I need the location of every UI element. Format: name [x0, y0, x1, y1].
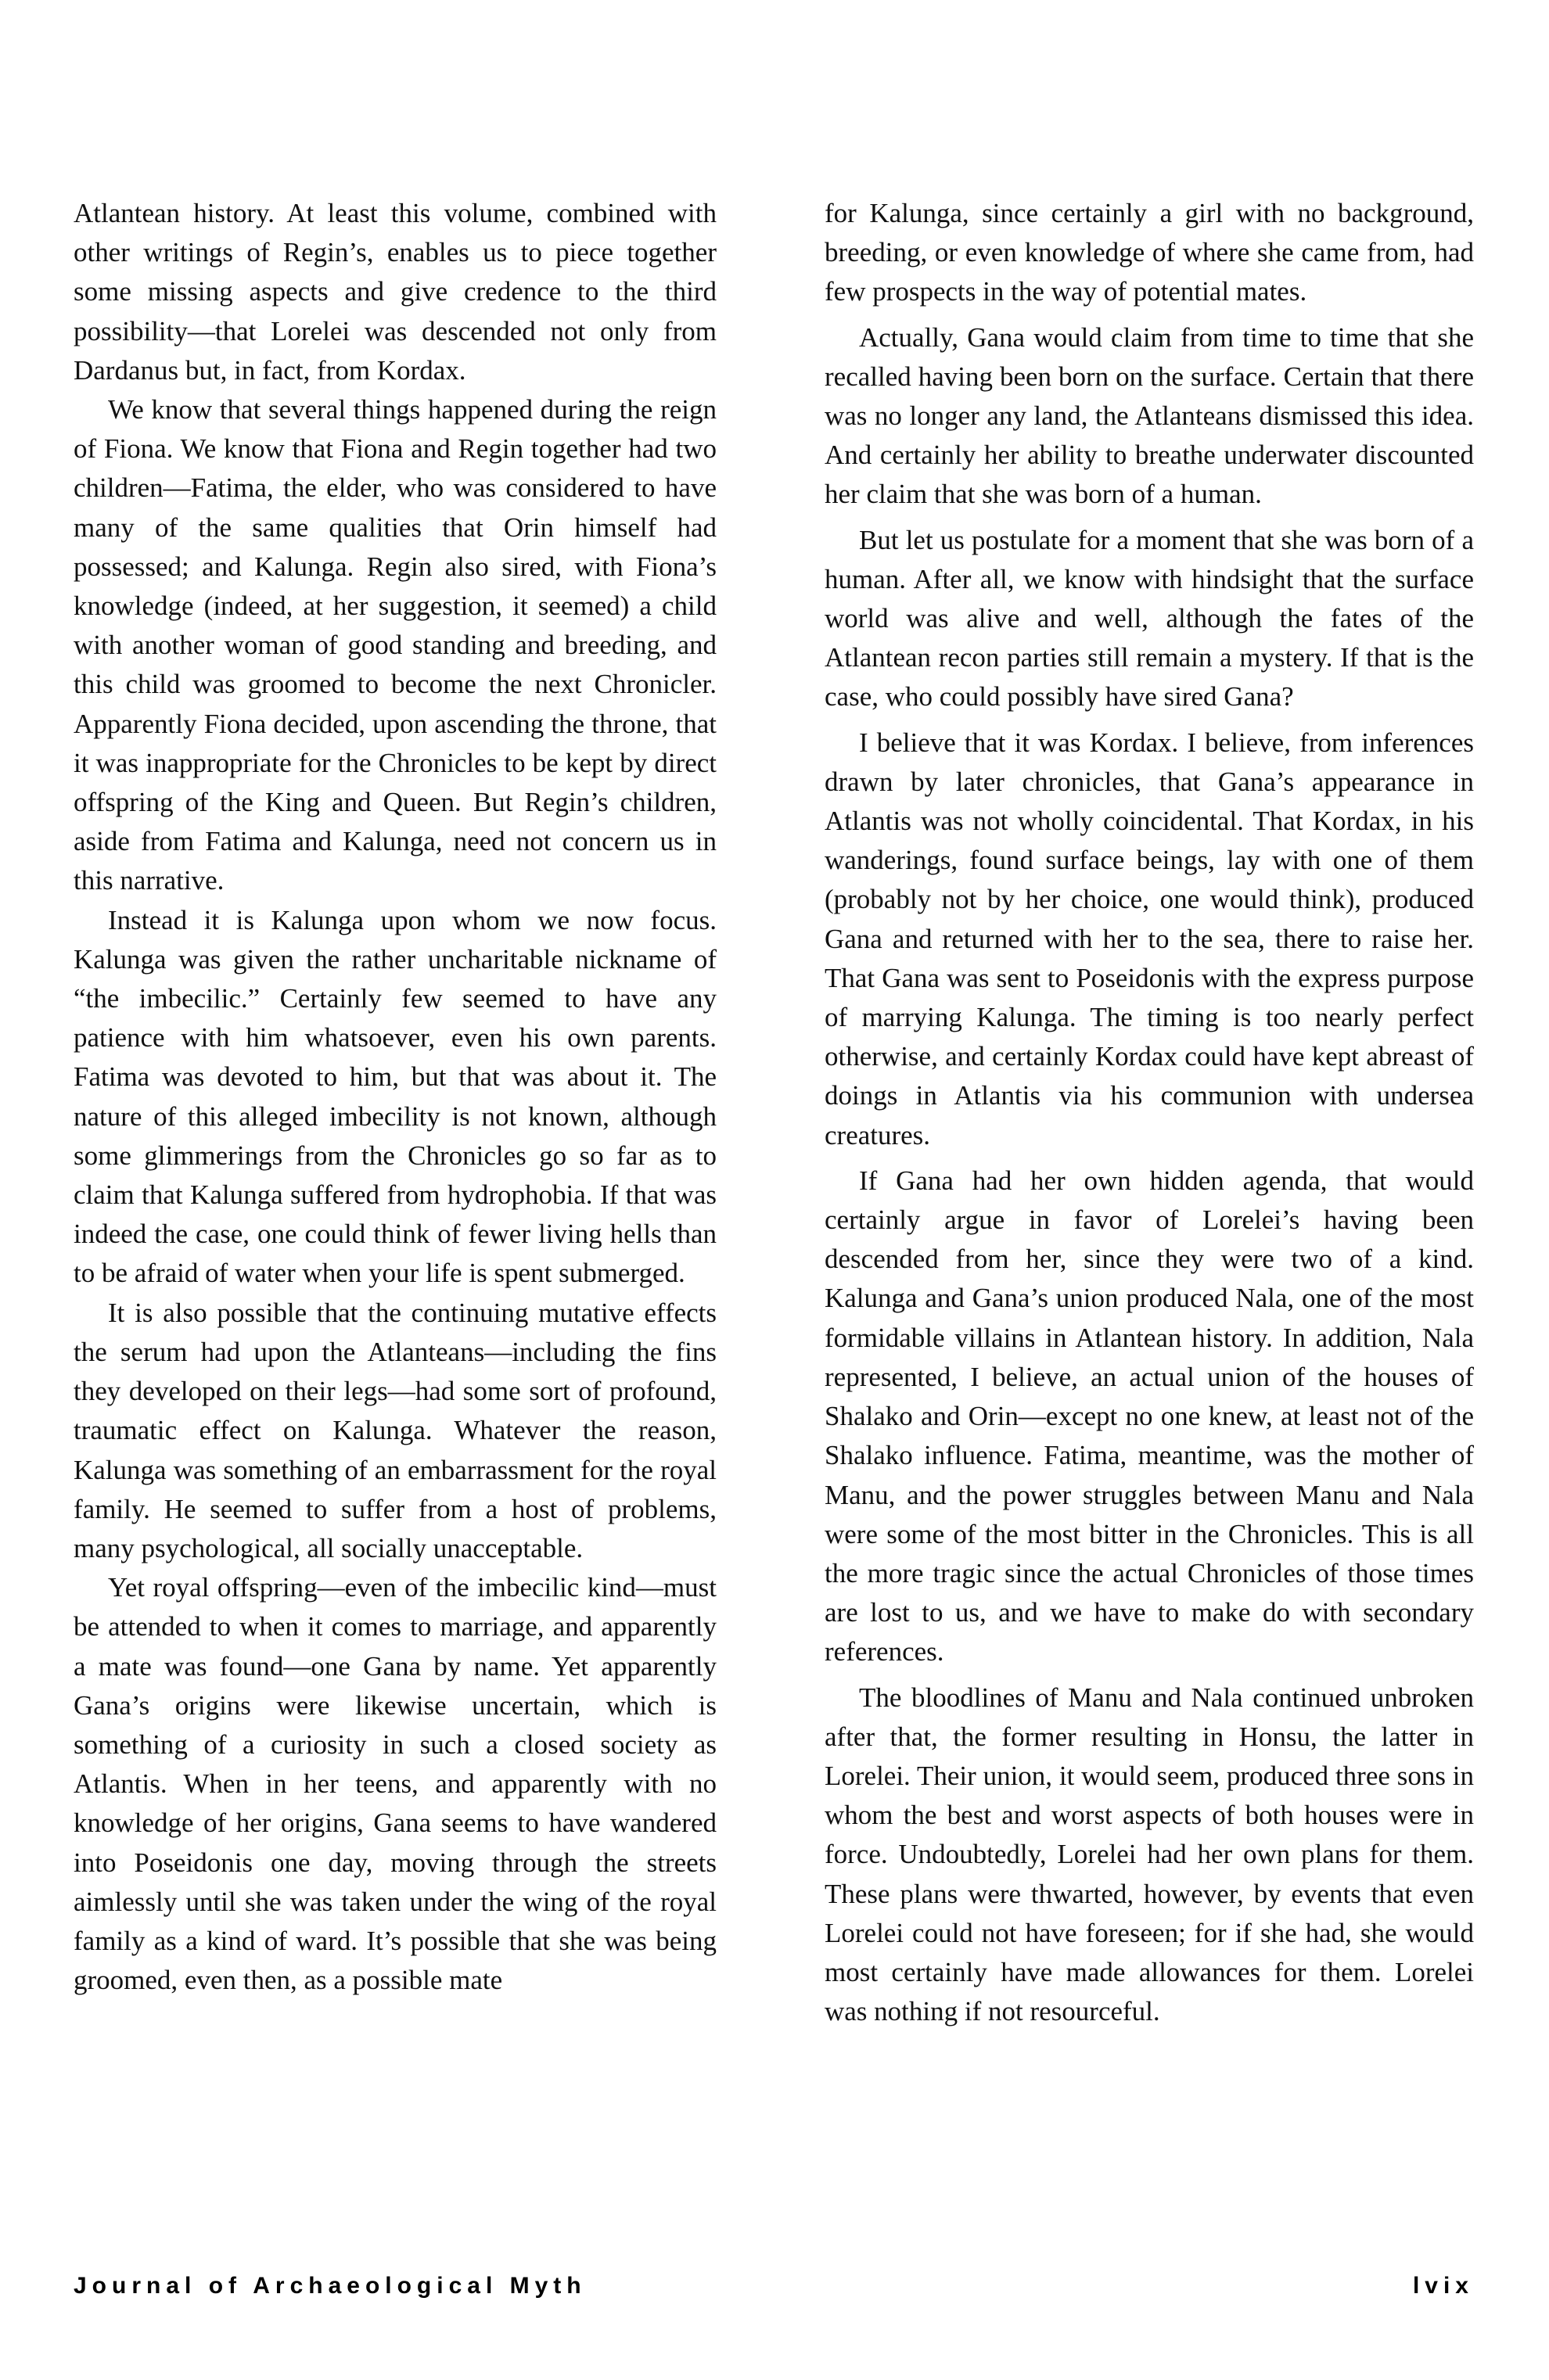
paragraph: Actually, Gana would claim from time to time that she recalled having been born on the surface. Certain that there was no longer any land, the Atlanteans dismissed this idea. And certainly her ability to breathe underwater discounted her claim that she was born of a human.	[825, 321, 1474, 510]
paragraph: It is also possible that the continuing mutative effects the serum had upon the Atlanteans—including the fins they developed on their legs—had some sort of profound, traumatic effect on Kalunga. Whatever the reason, Kalunga was something of an embarrassment for the royal family. He seemed to suffer from a host of problems, many psychological, all socially unacceptable.	[74, 1297, 717, 1563]
left-column	[74, 194, 717, 2000]
page-number: lvix	[1412, 2273, 1474, 2299]
paragraph: Instead it is Kalunga upon whom we now focus. Kalunga was given the rather uncharitable nickname of “the imbecilic.” Certainly few seemed to have any patience with him whatsoever, even his own parents. Fatima was devoted to him, but that was about it. The nature of this alleged imbecility is not known, although some glimmerings from the Chronicles go so far as to claim that Kalunga suffered from hydrophobia. If that was indeed the case, one could think of fewer living hells than to be afraid of water when your life is spent submerged.	[74, 904, 717, 1289]
right-column	[825, 194, 1474, 2031]
paragraph: But let us postulate for a moment that she was born of a human. After all, we know with hindsight that the surface world was alive and well, although the fates of the Atlantean recon parties still remain a mystery. If that is the case, who could possibly have sired Gana?	[825, 524, 1474, 713]
paragraph: If Gana had her own hidden agenda, that would certainly argue in favor of Lorelei’s having been descended from her, since they were two of a kind. Kalunga and Gana’s union produced Nala, one of the most formidable villains in Atlantean history. In addition, Nala represented, I believe, an actual union of the houses of Shalako and Orin—except no one knew, at least not of the Shalako influence. Fatima, meantime, was the mother of Manu, and the power struggles between Manu and Nala were some of the most bitter in the Chronicles. This is all the more tragic since the actual Chronicles of those times are lost to us, and we have to make do with secondary references.	[825, 1165, 1474, 1667]
paragraph: We know that several things happened during the reign of Fiona. We know that Fiona and Regin together had two children—Fatima, the elder, who was considered to have many of the same qualities that Orin himself had possessed; and Kalunga. Regin also sired, with Fiona’s knowledge (indeed, at her suggestion, it seemed) a child with another woman of good standing and breeding, and this child was groomed to become the next Chronicler. Apparently Fiona decided, upon ascending the throne, that it was inappropriate for the Chronicles to be kept by direct offspring of the King and Queen. But Regin’s children, aside from Fatima and Kalunga, need not concern us in this narrative.	[74, 394, 717, 896]
paragraph: Atlantean history. At least this volume, combined with other writings of Regin’s, enables us to piece together some missing aspects and give credence to the third possibility—that Lorelei was descended not only from Dardanus but, in fact, from Kordax.	[74, 198, 717, 386]
paragraph: for Kalunga, since certainly a girl with no background, breeding, or even knowledge of where she came from, had few prospects in the way of potential mates.	[825, 198, 1474, 307]
paragraph: The bloodlines of Manu and Nala continued unbroken after that, the former resulting in Honsu, the latter in Lorelei. Their union, it would seem, produced three sons in whom the best and worst aspects of both houses were in force. Undoubtedly, Lorelei had her own plans for them. These plans were thwarted, however, by events that even Lorelei could not have foreseen; for if she had, she would most certainly have made allowances for them. Lorelei was nothing if not resourceful.	[825, 1682, 1474, 2027]
paragraph: I believe that it was Kordax. I believe, from inferences drawn by later chronicles, that Gana’s appearance in Atlantis was not wholly coincidental. That Kordax, in his wanderings, found surface beings, lay with one of them (probably not by her choice, one would think), produced Gana and returned with her to the sea, there to raise her. That Gana was sent to Poseidonis with the express purpose of marrying Kalunga. The timing is too nearly perfect otherwise, and certainly Kordax could have kept abreast of doings in Atlantis via his communion with undersea creatures.	[825, 727, 1474, 1151]
page-footer	[74, 2273, 1474, 2299]
journal-title: Journal of Archaeological Myth	[74, 2273, 587, 2299]
paragraph: Yet royal offspring—even of the imbecilic kind—must be attended to when it comes to marriage, and apparently a mate was found—one Gana by name. Yet apparently Gana’s origins were likewise uncertain, which is something of a curiosity in such a closed society as Atlantis. When in her teens, and apparently with no knowledge of her origins, Gana seems to have wandered into Poseidonis one day, moving through the streets aimlessly until she was taken under the wing of the royal family as a kind of ward. It’s possible that she was being groomed, even then, as a possible mate	[74, 1572, 717, 1996]
